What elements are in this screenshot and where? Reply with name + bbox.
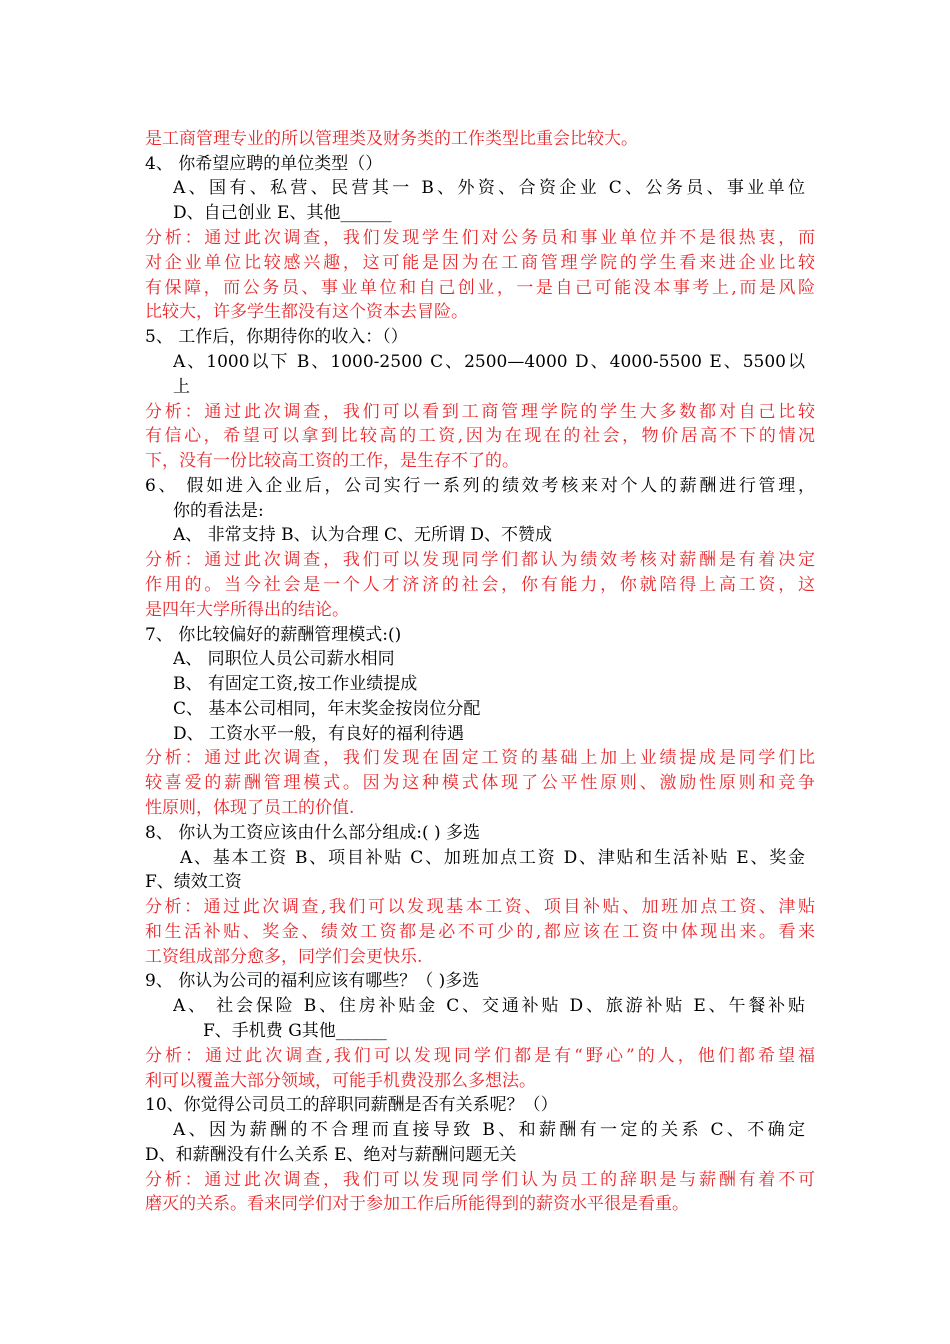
option-line: A、1000以下 B、1000-2500 C、2500—4000 D、4000-5500 E、5500以 bbox=[173, 352, 805, 372]
analysis-line: 分析：通过此次调查，我们可以看到工商管理学院的学生大多数都对自己比较 bbox=[145, 402, 815, 422]
question-line: 5、 工作后，你期待你的收入：（） bbox=[145, 327, 408, 347]
analysis-line: 比较大，许多学生都没有这个资本去冒险。 bbox=[145, 302, 468, 322]
analysis-line: 分析：通过此次调查，我们可以发现同学们认为员工的辞职是与薪酬有着不可 bbox=[145, 1170, 815, 1190]
question-line: 9、 你认为公司的福利应该有哪些？（ )多选 bbox=[145, 971, 480, 991]
question-line: 10、你觉得公司员工的辞职同薪酬是否有关系呢？（） bbox=[145, 1095, 558, 1115]
option-line: F、手机费 G其他______ bbox=[203, 1021, 387, 1041]
question-line: 4、 你希望应聘的单位类型（） bbox=[145, 154, 383, 174]
analysis-line: 较喜爱的薪酬管理模式。因为这种模式体现了公平性原则、激励性原则和竞争 bbox=[145, 773, 815, 793]
option-line: D、自己创业 E、其他______ bbox=[173, 203, 392, 223]
option-line: D、和薪酬没有什么关系 E、绝对与薪酬问题无关 bbox=[145, 1145, 517, 1165]
analysis-line: 分析：通过此次调查,我们可以发现基本工资、项目补贴、加班加点工资、津贴 bbox=[145, 897, 815, 917]
analysis-line: 对企业单位比较感兴趣，这可能是因为在工商管理学院的学生看来进企业比较 bbox=[145, 253, 815, 273]
question-line: 8、 你认为工资应该由什么部分组成:( ) 多选 bbox=[145, 823, 481, 843]
analysis-line: 有保障，而公务员、事业单位和自己创业，一是自己可能没本事考上,而是风险 bbox=[145, 278, 815, 298]
analysis-line: 有信心，希望可以拿到比较高的工资,因为在现在的社会，物价居高不下的情况 bbox=[145, 426, 815, 446]
analysis-line: 作用的。当今社会是一个人才济济的社会，你有能力，你就陪得上高工资，这 bbox=[145, 575, 815, 595]
option-line: C、 基本公司相同，年末奖金按岗位分配 bbox=[173, 699, 481, 719]
analysis-line: 性原则，体现了员工的价值. bbox=[145, 798, 355, 818]
option-line: A、 社会保险 B、住房补贴金 C、交通补贴 D、旅游补贴 E、午餐补贴 bbox=[173, 996, 805, 1016]
option-line: A、国有、私营、民营其一 B、外资、合资企业 C、公务员、事业单位 bbox=[173, 178, 805, 198]
option-line: B、 有固定工资,按工作业绩提成 bbox=[173, 674, 418, 694]
option-line: A、基本工资 B、项目补贴 C、加班加点工资 D、津贴和生活补贴 E、奖金 bbox=[180, 848, 805, 868]
analysis-line: 是四年大学所得出的结论。 bbox=[145, 600, 349, 620]
analysis-line: 利可以覆盖大部分领域，可能手机费没那么多想法。 bbox=[145, 1071, 536, 1091]
analysis-line: 下，没有一份比较高工资的工作，是生存不了的。 bbox=[145, 451, 519, 471]
analysis-line: 和生活补贴、奖金、绩效工资都是必不可少的,都应该在工资中体现出来。看来 bbox=[145, 922, 815, 942]
analysis-line: 磨灭的关系。看来同学们对于参加工作后所能得到的薪资水平很是看重。 bbox=[145, 1194, 689, 1214]
analysis-line: 分析：通过此次调查，我们发现在固定工资的基础上加上业绩提成是同学们比 bbox=[145, 748, 815, 768]
option-line: 上 bbox=[173, 377, 190, 397]
option-line: A、 非常支持 B、认为合理 C、无所谓 D、不赞成 bbox=[173, 525, 553, 545]
question-line: 7、 你比较偏好的薪酬管理模式:() bbox=[145, 625, 402, 645]
analysis-line: 是工商管理专业的所以管理类及财务类的工作类型比重会比较大。 bbox=[145, 129, 638, 149]
question-line: 你的看法是: bbox=[173, 501, 264, 521]
option-line: A、 同职位人员公司薪水相同 bbox=[173, 649, 395, 669]
analysis-line: 分析：通过此次调查,我们可以发现同学们都是有“野心”的人，他们都希望福 bbox=[145, 1046, 815, 1066]
option-line: A、因为薪酬的不合理而直接导致 B、和薪酬有一定的关系 C、不确定 bbox=[173, 1120, 805, 1140]
analysis-line: 分析：通过此次调查，我们可以发现同学们都认为绩效考核对薪酬是有着决定 bbox=[145, 550, 815, 570]
analysis-line: 工资组成部分愈多，同学们会更快乐. bbox=[145, 947, 423, 967]
option-line: F、绩效工资 bbox=[145, 872, 242, 892]
option-line: D、 工资水平一般，有良好的福利待遇 bbox=[173, 724, 465, 744]
analysis-line: 分析：通过此次调查，我们发现学生们对公务员和事业单位并不是很热衷，而 bbox=[145, 228, 815, 248]
question-line: 6、 假如进入企业后，公司实行一系列的绩效考核来对个人的薪酬进行管理， bbox=[145, 476, 815, 496]
